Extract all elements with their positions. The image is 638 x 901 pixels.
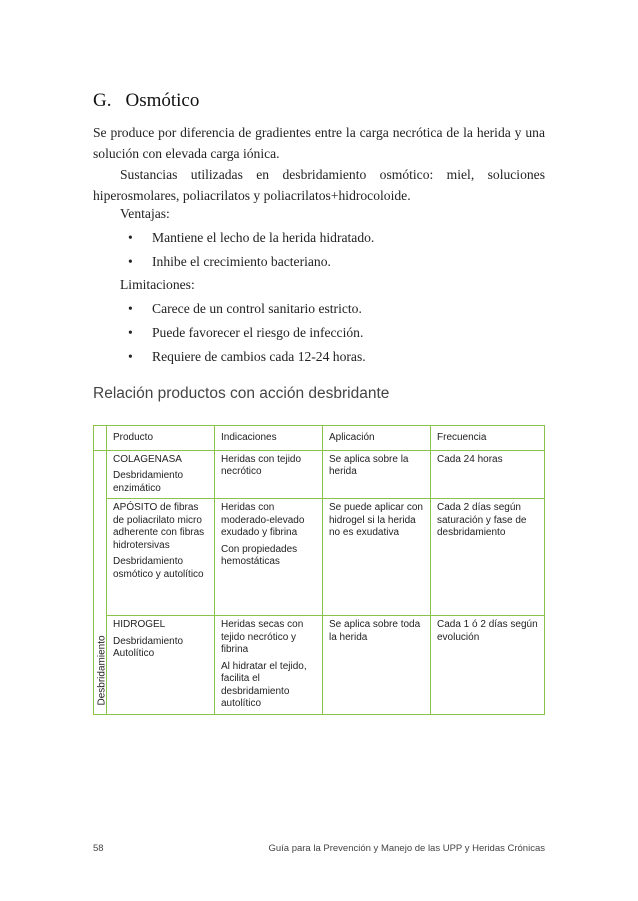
limitation-item: • Requiere de cambios cada 12-24 horas. (128, 349, 366, 364)
advantage-item: • Mantiene el lecho de la herida hidratado. (128, 230, 375, 245)
paragraph-definition: Se produce por diferencia de gradientes entre la carga necrótica de la herida y una solución con elevada carga iónica. (93, 125, 545, 161)
cell-indicaciones: Heridas con tejido necrótico (215, 450, 323, 499)
advantage-item: • Inhibe el crecimiento bacteriano. (128, 254, 331, 269)
limitation-item: • Carece de un control sanitario estricto. (128, 301, 362, 316)
column-header-indicaciones: Indicaciones (215, 426, 323, 451)
bullet-icon: • (128, 254, 133, 269)
cell-producto: COLAGENASA Desbridamiento enzimático (107, 450, 215, 499)
cell-aplicacion: Se puede aplicar con hidrogel si la herida no es exudativa (323, 499, 431, 616)
table-row (94, 450, 545, 499)
cell-frecuencia: Cada 2 días según saturación y fase de desbridamiento (431, 499, 545, 616)
paragraph-substances-line1: Sustancias utilizadas en desbridamiento osmótico: miel, soluciones (120, 167, 545, 182)
bullet-icon: • (128, 325, 133, 340)
page-number: 58 (93, 843, 104, 854)
cell-indicaciones: Heridas secas con tejido necrótico y fibrina Al hidratar el tejido, facilita el desbridamiento autolítico (215, 616, 323, 715)
bullet-icon: • (128, 301, 133, 316)
cell-aplicacion: Se aplica sobre toda la herida (323, 616, 431, 715)
limitation-item: • Puede favorecer el riesgo de infección. (128, 325, 364, 340)
section-letter: G. (93, 90, 112, 111)
table-header-row (94, 426, 545, 451)
cell-frecuencia: Cada 24 horas (431, 450, 545, 499)
products-table (93, 425, 545, 715)
footer-book-title: Guía para la Prevención y Manejo de las UPP y Heridas Crónicas (268, 843, 545, 854)
section-heading (93, 90, 199, 112)
column-header-producto: Producto (107, 426, 215, 451)
column-header-aplicacion: Aplicación (323, 426, 431, 451)
section-title: Osmótico (125, 90, 200, 111)
table-row (94, 499, 545, 616)
bullet-icon: • (128, 230, 133, 245)
cell-aplicacion: Se aplica sobre la herida (323, 450, 431, 499)
bullet-icon: • (128, 349, 133, 364)
limitations-label: Limitaciones: (120, 277, 195, 292)
table-row (94, 616, 545, 715)
table-title: Relación productos con acción desbridante (93, 385, 390, 402)
column-header-frecuencia: Frecuencia (431, 426, 545, 451)
cell-indicaciones: Heridas con moderado-elevado exudado y fibrina Con propiedades hemostáticas (215, 499, 323, 616)
paragraph-substances-line2: hiperosmolares, poliacrilatos y poliacrilatos+hidrocoloide. (93, 188, 411, 203)
side-label: Desbridamiento (96, 635, 108, 706)
advantages-label: Ventajas: (120, 206, 170, 221)
cell-frecuencia: Cada 1 ó 2 días según evolución (431, 616, 545, 715)
cell-producto: HIDROGEL Desbridamiento Autolítico (107, 616, 215, 715)
side-label-cell (94, 450, 107, 714)
cell-producto: APÓSITO de fibras de poliacrilato micro adherente con fibras hidrotersivas Desbridamiento osmótico y autolítico (107, 499, 215, 616)
table-corner-cell (94, 426, 107, 451)
